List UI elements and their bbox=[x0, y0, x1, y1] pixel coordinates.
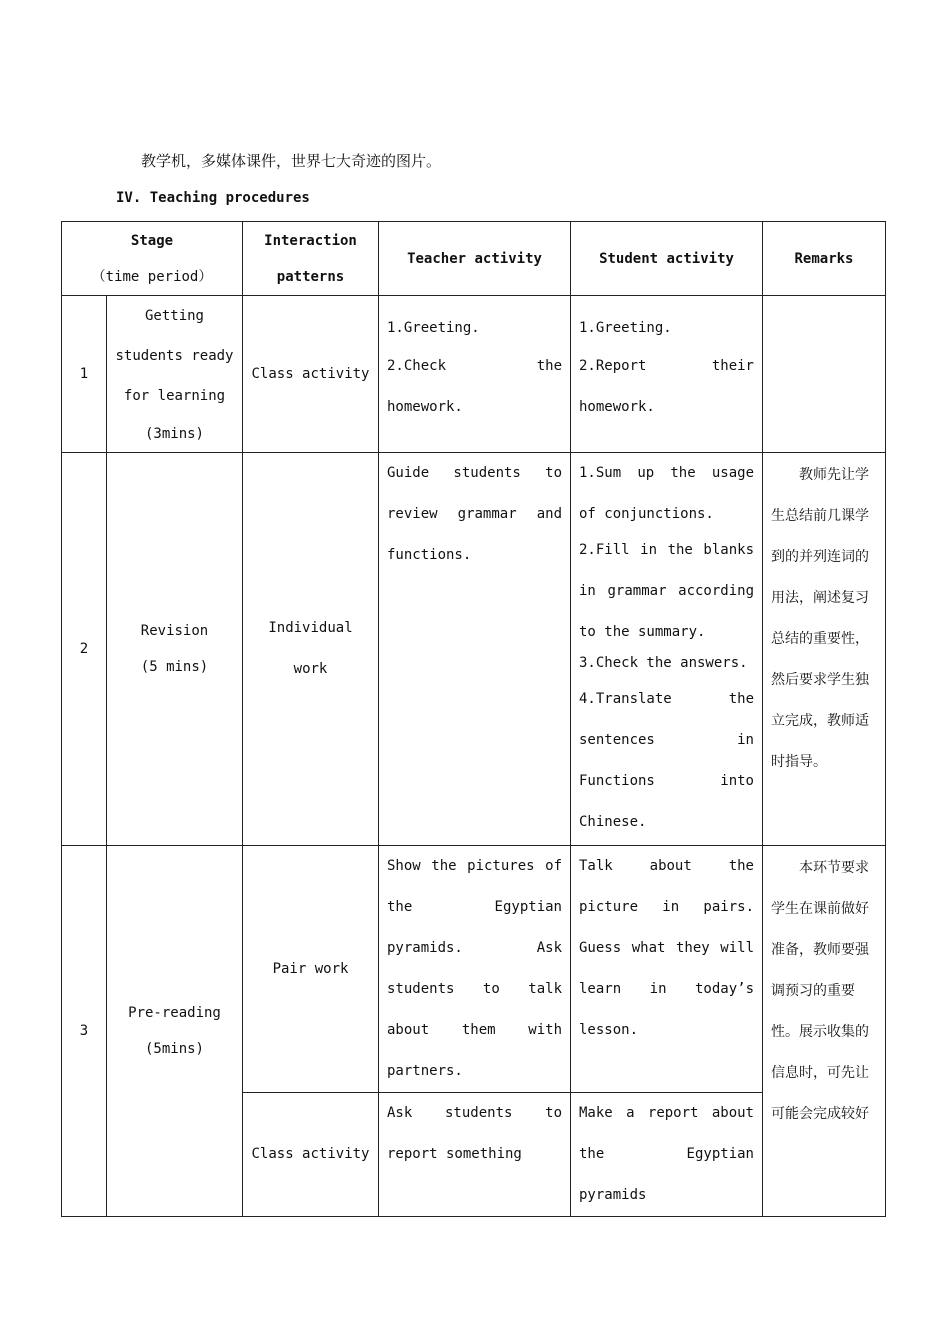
teacher-activity-cell: Guide students to review grammar and functions. bbox=[379, 453, 571, 846]
header-student-activity: Student activity bbox=[571, 222, 763, 296]
table-row bbox=[62, 846, 886, 1093]
stage-line: students ready bbox=[115, 348, 234, 364]
interaction-line: Individual bbox=[268, 620, 353, 636]
teacher-activity-line: 1.Greeting. bbox=[387, 320, 480, 336]
table-row bbox=[62, 453, 886, 846]
interaction-cell: Pair work bbox=[243, 846, 379, 1093]
header-interaction-line1: Interaction bbox=[264, 232, 357, 249]
remarks-cell: 教师先让学生总结前几课学到的并列连词的用法，阐述复习总结的重要性，然后要求学生独立完成，教师适时指导。 bbox=[763, 453, 886, 846]
teacher-activity-line: 2.Check the homework. bbox=[387, 358, 562, 415]
teacher-activity-cell: Show the pictures of the Egyptian pyramids. Ask students to talk about them with partners. bbox=[379, 846, 571, 1093]
stage-line: (5mins) bbox=[144, 1041, 204, 1057]
stage-line: Revision bbox=[140, 623, 209, 639]
stage-cell bbox=[107, 296, 243, 453]
header-interaction bbox=[243, 222, 379, 296]
student-activity-line: 2.Report their homework. bbox=[579, 358, 754, 415]
table-row bbox=[62, 296, 886, 453]
header-stage-label: Stage bbox=[130, 232, 174, 249]
stage-line: for learning bbox=[123, 388, 226, 404]
student-activity-line: 4.Translate the sentences in Functions into Chinese. bbox=[579, 691, 754, 830]
row-number: 2 bbox=[62, 453, 107, 846]
student-activity-cell: Talk about the picture in pairs. Guess what they will learn in today’s lesson. bbox=[571, 846, 763, 1093]
stage-line: Pre-reading bbox=[128, 1005, 221, 1021]
intro-paragraph: 教学机，多媒体课件，世界七大奇迹的图片。 bbox=[141, 152, 442, 170]
teaching-procedures-table bbox=[61, 221, 886, 1217]
interaction-cell: Class activity bbox=[243, 1093, 379, 1217]
stage-line: (5 mins) bbox=[140, 659, 209, 675]
student-activity-line: 1.Sum up the usage of conjunctions. bbox=[579, 465, 754, 522]
interaction-cell bbox=[243, 453, 379, 846]
header-stage-subtitle: （time period） bbox=[91, 268, 213, 285]
student-activity-line: 3.Check the answers. bbox=[579, 655, 748, 671]
row-number: 3 bbox=[62, 846, 107, 1217]
interaction-line: work bbox=[293, 661, 328, 677]
teacher-activity-cell bbox=[379, 296, 571, 453]
student-activity-line: 2.Fill in the blanks in grammar according to the summary. bbox=[579, 542, 754, 640]
header-teacher-activity: Teacher activity bbox=[379, 222, 571, 296]
student-activity-cell: Make a report about the Egyptian pyramids bbox=[571, 1093, 763, 1217]
section-title: IV. Teaching procedures bbox=[116, 190, 310, 206]
row-number: 1 bbox=[62, 296, 107, 453]
stage-line: (3mins) bbox=[144, 426, 204, 442]
student-activity-line: 1.Greeting. bbox=[579, 320, 672, 336]
stage-line: Getting bbox=[144, 308, 204, 324]
interaction-cell: Class activity bbox=[243, 296, 379, 453]
remarks-cell bbox=[763, 296, 886, 453]
remarks-cell: 本环节要求学生在课前做好准备，教师要强调预习的重要性。展示收集的信息时，可先让可能会完成较好 bbox=[763, 846, 886, 1217]
header-remarks: Remarks bbox=[763, 222, 886, 296]
stage-cell bbox=[107, 846, 243, 1217]
teacher-activity-cell: Ask students to report something bbox=[379, 1093, 571, 1217]
student-activity-cell bbox=[571, 453, 763, 846]
header-interaction-line2: patterns bbox=[276, 268, 345, 285]
header-stage bbox=[62, 222, 243, 296]
stage-cell bbox=[107, 453, 243, 846]
student-activity-cell bbox=[571, 296, 763, 453]
table-header-row bbox=[62, 222, 886, 296]
